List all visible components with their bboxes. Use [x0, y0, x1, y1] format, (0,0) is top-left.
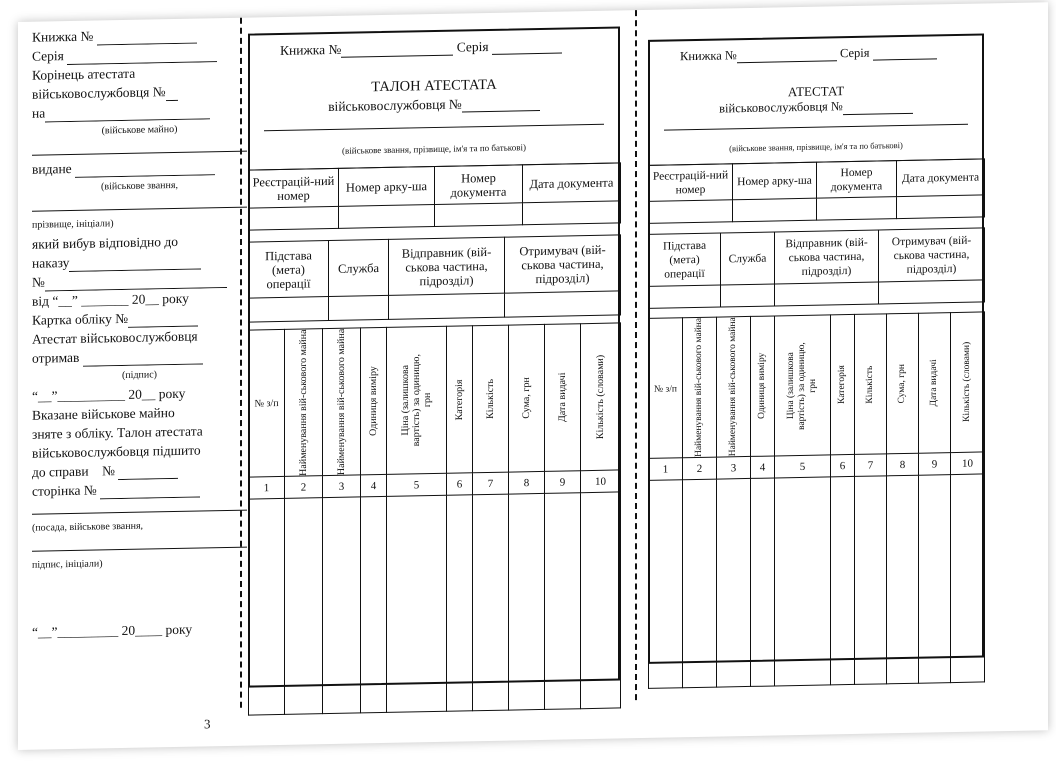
attestat-col-price: Ціна (залишкова вартість) за одиницю, грн — [775, 315, 831, 456]
stub-blank-line-2[interactable] — [32, 194, 247, 212]
talon-subtitle-label: військовослужбовця № — [328, 96, 462, 115]
talon-body-cell[interactable] — [473, 494, 509, 711]
caption-property: (військове майно) — [101, 123, 178, 137]
attestat-docnum-header: Номер документа — [817, 161, 897, 199]
attestat-colnum: 1 — [649, 458, 683, 481]
attestat-recipient-cell[interactable] — [879, 280, 985, 304]
attestat-col-number: № з/п — [649, 318, 683, 459]
talon-header — [250, 28, 618, 170]
stub-no-label: № — [32, 274, 45, 290]
talon-sheet-cell[interactable] — [339, 205, 435, 229]
talon-title: ТАЛОН АТЕСТАТА — [371, 76, 497, 96]
talon-body-cell[interactable] — [249, 499, 285, 716]
talon-body-cell[interactable] — [447, 495, 473, 711]
attestat-items-table — [648, 311, 985, 689]
talon-body-cell[interactable] — [387, 496, 447, 713]
attestat-colnum: 10 — [951, 452, 985, 475]
talon-col-price: Ціна (залишкова вартість) за одиницю, грн — [387, 326, 447, 474]
talon-book-label: Книжка № — [280, 41, 342, 58]
page-number: 3 — [204, 716, 211, 732]
talon-docdate-header: Дата документа — [523, 163, 621, 203]
attestat-body-cell[interactable] — [831, 476, 855, 684]
attestat-colnum: 4 — [751, 456, 775, 478]
talon-body-cell[interactable] — [581, 492, 621, 709]
attestat-basis-header: Підстава (мета) операції — [649, 233, 721, 286]
attestat-body-cell[interactable] — [683, 479, 717, 688]
attestat-colnum: 6 — [831, 454, 855, 476]
talon-col-category: Категорія — [447, 326, 473, 474]
stub-section — [32, 24, 247, 642]
talon-colnum: 7 — [473, 472, 509, 495]
attestat-docdate-cell[interactable] — [897, 195, 985, 219]
attestat-service-header: Служба — [721, 232, 775, 285]
stub-series-field[interactable] — [67, 47, 217, 65]
caption-sign-initials: підпис, ініціали) — [32, 558, 103, 571]
talon-basis-cell[interactable] — [249, 297, 329, 323]
talon-series-label: Серія — [456, 38, 489, 55]
attestat-recipient-header: Отримувач (вій-ськова частина, підрозділ) — [879, 228, 985, 282]
stub-card-field[interactable] — [128, 312, 198, 328]
attestat-sheet-header: Номер арку-ша — [733, 162, 817, 200]
talon-number-field[interactable] — [462, 96, 540, 112]
attestat-form — [648, 33, 984, 663]
attestat-reg-table — [648, 158, 985, 223]
attestat-body-cell[interactable] — [855, 476, 887, 685]
talon-colnum: 3 — [323, 475, 361, 498]
stub-date-3[interactable]: “__”_________ 20____ року — [32, 621, 193, 640]
attestat-colnum: 3 — [717, 456, 751, 479]
talon-col-number: № з/п — [249, 329, 285, 477]
attestat-book-label: Книжка № — [680, 48, 737, 64]
stub-case-no-field[interactable] — [118, 464, 178, 480]
stub-issued-field[interactable] — [75, 160, 215, 178]
talon-body-cell[interactable] — [545, 493, 581, 710]
stub-heading-2: військовослужбовця № — [32, 84, 166, 102]
attestat-col-category: Категорія — [831, 314, 855, 454]
stub-left-per-1: який вибув відповідно до — [32, 233, 178, 252]
attestat-col-sum: Сума, грн — [887, 313, 919, 454]
stub-removed-2: зняте з обліку. Талон атестата — [32, 423, 203, 442]
stub-card-label: Картка обліку № — [32, 310, 129, 328]
attestat-op-table — [648, 227, 985, 308]
attestat-colnum: 9 — [919, 453, 951, 476]
talon-items-table — [248, 322, 621, 716]
talon-colnum: 2 — [285, 476, 323, 499]
talon-col-unit: Одиниця виміру — [361, 327, 387, 475]
stub-order-label: наказу — [32, 255, 70, 271]
attestat-sheet-cell[interactable] — [733, 198, 817, 222]
stub-on-field[interactable] — [45, 104, 210, 122]
attestat-number-field[interactable] — [843, 99, 913, 115]
attestat-title: АТЕСТАТ — [787, 83, 845, 100]
talon-name-caption: (військове звання, прізвище, ім'я та по батькові) — [342, 142, 526, 156]
talon-colnum: 5 — [387, 474, 447, 497]
attestat-body-cell[interactable] — [751, 478, 775, 686]
talon-basis-header: Підстава (мета) операції — [249, 241, 329, 299]
talon-docdate-cell[interactable] — [523, 201, 621, 225]
stub-book-label: Книжка № — [32, 28, 94, 45]
stub-received-label: отримав — [32, 349, 80, 366]
talon-docnum-cell[interactable] — [435, 203, 523, 227]
talon-reg-table — [248, 162, 621, 230]
talon-col-quantity-words: Кількість (словами) — [581, 323, 621, 471]
stub-attestat-label: Атестат військовослужбовця — [32, 328, 198, 347]
attestat-col-quantity-words: Кількість (словами) — [951, 312, 985, 453]
attestat-body-cell[interactable] — [717, 478, 751, 687]
attestat-body-cell[interactable] — [951, 474, 985, 683]
attestat-col-unit: Одиниця виміру — [751, 316, 775, 456]
cut-line-right — [635, 10, 637, 700]
talon-recipient-header: Отримувач (вій-ськова частина, підрозділ) — [505, 235, 621, 293]
talon-series-field[interactable] — [492, 39, 562, 55]
attestat-basis-cell[interactable] — [649, 285, 721, 308]
stub-removed-4: до справи — [32, 463, 89, 480]
talon-service-cell[interactable] — [329, 295, 389, 320]
attestat-subtitle-label: військовослужбовця № — [719, 99, 843, 116]
stub-date-2[interactable]: “__”__________ 20__ року — [32, 385, 186, 404]
talon-op-table — [248, 234, 621, 322]
talon-colnum: 4 — [361, 475, 387, 497]
attestat-body-cell[interactable] — [775, 477, 831, 686]
form-sheet — [18, 2, 1048, 750]
talon-col-date: Дата видачі — [545, 324, 581, 472]
talon-book-row — [280, 37, 598, 59]
stub-removed-1: Вказане військове майно — [32, 404, 175, 423]
attestat-body-cell[interactable] — [887, 475, 919, 684]
attestat-colnum: 5 — [775, 455, 831, 478]
talon-colnum: 9 — [545, 471, 581, 494]
caption-position: (посада, військове звання, — [32, 520, 144, 534]
attestat-name-caption: (військове звання, прізвище, ім'я та по батькові) — [729, 140, 903, 154]
attestat-docnum-cell[interactable] — [817, 197, 897, 221]
cut-line-left — [240, 18, 242, 708]
attestat-header — [650, 35, 982, 165]
attestat-body-cell[interactable] — [919, 475, 951, 684]
attestat-name-line[interactable] — [664, 124, 968, 131]
talon-book-field[interactable] — [341, 41, 453, 58]
talon-reg-cell[interactable] — [249, 206, 339, 230]
attestat-col-date: Дата видачі — [919, 313, 951, 454]
attestat-colnum: 7 — [855, 454, 887, 477]
talon-sender-header: Відправник (вій-ськова частина, підрозділ) — [389, 237, 505, 295]
attestat-col-name-1: Найменування вій-ськового майна — [683, 317, 717, 458]
attestat-colnum: 2 — [683, 457, 717, 480]
attestat-series-label: Серія — [839, 45, 870, 61]
talon-sender-cell[interactable] — [389, 293, 505, 319]
attestat-reg-cell[interactable] — [649, 200, 733, 224]
caption-surname: прізвище, ініціали) — [32, 218, 114, 231]
talon-colnum: 1 — [249, 477, 285, 500]
talon-body-cell[interactable] — [509, 494, 545, 711]
talon-docnum-header: Номер документа — [435, 165, 523, 205]
talon-body-cell[interactable] — [323, 497, 361, 714]
attestat-sender-cell[interactable] — [775, 282, 879, 306]
stub-page-label: сторінка № — [32, 482, 97, 499]
talon-body-cell[interactable] — [361, 497, 387, 713]
attestat-service-cell[interactable] — [721, 284, 775, 307]
attestat-body-cell[interactable] — [649, 480, 683, 689]
stub-series-label: Серія — [32, 48, 64, 64]
attestat-sender-header: Відправник (вій-ськова частина, підрозділ) — [775, 230, 879, 284]
attestat-col-name-2: Найменування вій-ськового майна — [717, 316, 751, 457]
talon-name-line[interactable] — [264, 124, 604, 132]
stub-heading-1: Корінець атестата — [32, 65, 136, 83]
attestat-docdate-header: Дата документа — [897, 159, 985, 197]
attestat-book-field[interactable] — [737, 46, 837, 63]
talon-col-name-2: Найменування вій-ськового майна — [323, 328, 361, 476]
stub-from-date[interactable]: від “__” _______ 20__ року — [32, 290, 189, 309]
talon-col-quantity: Кількість — [473, 325, 509, 473]
talon-col-sum: Сума, грн — [509, 324, 545, 472]
attestat-col-quantity: Кількість — [855, 314, 887, 455]
stub-page-field[interactable] — [100, 483, 200, 500]
talon-service-header: Служба — [329, 239, 389, 296]
stub-received-field[interactable] — [83, 349, 203, 366]
stub-removed-3: військовослужбовця підшито — [32, 442, 201, 461]
caption-rank: (військове звання, — [101, 179, 178, 193]
attestat-series-field[interactable] — [873, 44, 937, 60]
stub-on-label: на — [32, 105, 46, 121]
caption-signature: (підпис) — [121, 369, 158, 382]
talon-col-name-1: Найменування вій-ськового майна — [285, 329, 323, 477]
stub-issued-label: видане — [32, 160, 72, 177]
talon-colnum: 10 — [581, 470, 621, 493]
stub-number-field[interactable] — [166, 86, 178, 101]
talon-colnum: 8 — [509, 472, 545, 495]
talon-form — [248, 26, 620, 687]
talon-colnum: 6 — [447, 473, 473, 495]
stub-blank-line-1[interactable] — [32, 138, 247, 156]
attestat-reg-header: Реєстрацій-ний номер — [649, 164, 733, 202]
stub-case-no-label: № — [102, 463, 115, 479]
attestat-book-row — [680, 44, 962, 64]
attestat-colnum: 8 — [887, 453, 919, 476]
talon-reg-header: Реєстрацій-ний номер — [249, 168, 339, 208]
talon-body-cell[interactable] — [285, 498, 323, 715]
talon-recipient-cell[interactable] — [505, 291, 621, 317]
talon-sheet-header: Номер арку-ша — [339, 167, 435, 207]
